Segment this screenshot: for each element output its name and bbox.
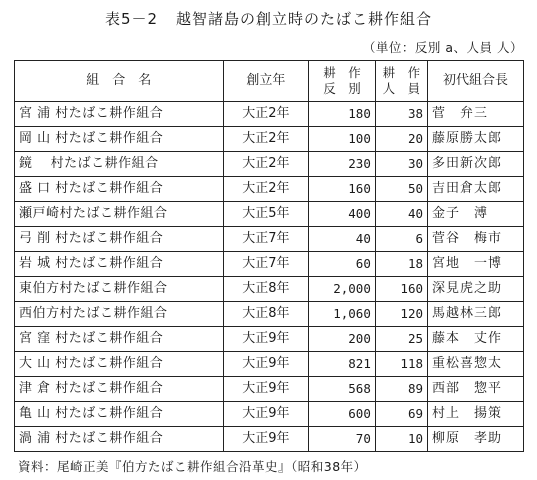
cell-year: 大正2年 (223, 102, 309, 127)
table-title (0, 8, 537, 29)
cell-name: 西伯方村たばこ耕作組合 (15, 302, 224, 327)
cell-area: 1,060 (309, 302, 376, 327)
cell-year: 大正2年 (223, 127, 309, 152)
cell-year: 大正2年 (223, 177, 309, 202)
cell-name: 盛 口 村たばこ耕作組合 (15, 177, 224, 202)
cell-head: 深見虎之助 (428, 277, 524, 302)
cell-name: 弓 削 村たばこ耕作組合 (15, 227, 224, 252)
cell-area: 230 (309, 152, 376, 177)
cell-area: 400 (309, 202, 376, 227)
cell-area: 600 (309, 402, 376, 427)
cell-area: 180 (309, 102, 376, 127)
header-name: 組 合 名 (15, 61, 224, 102)
cell-farmers: 40 (375, 202, 427, 227)
cell-name: 鏡 村たばこ耕作組合 (15, 152, 224, 177)
cell-head: 菅 弁三 (428, 102, 524, 127)
cell-name: 岩 城 村たばこ耕作組合 (15, 252, 224, 277)
cell-name: 宮 窪 村たばこ耕作組合 (15, 327, 224, 352)
cell-area: 200 (309, 327, 376, 352)
cell-farmers: 10 (375, 427, 427, 452)
header-farmers (375, 61, 427, 102)
cell-year: 大正5年 (223, 202, 309, 227)
cell-name: 瀬戸崎村たばこ耕作組合 (15, 202, 224, 227)
cell-head: 重松喜惣太 (428, 352, 524, 377)
cell-name: 東伯方村たばこ耕作組合 (15, 277, 224, 302)
cell-farmers: 6 (375, 227, 427, 252)
table-row (15, 202, 524, 227)
cell-area: 100 (309, 127, 376, 152)
table-row (15, 327, 524, 352)
header-row (15, 61, 524, 102)
cell-farmers: 89 (375, 377, 427, 402)
table-row (15, 277, 524, 302)
cell-head: 西部 惣平 (428, 377, 524, 402)
cell-head: 吉田倉太郎 (428, 177, 524, 202)
cell-year: 大正9年 (223, 327, 309, 352)
header-head: 初代組合長 (428, 61, 524, 102)
cell-area: 2,000 (309, 277, 376, 302)
table-row (15, 427, 524, 452)
table-row (15, 177, 524, 202)
cell-farmers: 120 (375, 302, 427, 327)
cell-area: 821 (309, 352, 376, 377)
header-area-bottom: 反 別 (323, 80, 361, 96)
cell-year: 大正7年 (223, 252, 309, 277)
table-row (15, 102, 524, 127)
table-row (15, 252, 524, 277)
table-number: 表5－2 (104, 10, 159, 28)
header-area-top: 耕 作 (323, 64, 361, 80)
cell-farmers: 30 (375, 152, 427, 177)
cell-name: 岡 山 村たばこ耕作組合 (15, 127, 224, 152)
cell-area: 60 (309, 252, 376, 277)
cell-head: 村上 揚策 (428, 402, 524, 427)
cell-area: 160 (309, 177, 376, 202)
cell-year: 大正2年 (223, 152, 309, 177)
cell-head: 金子 溥 (428, 202, 524, 227)
cell-year: 大正8年 (223, 302, 309, 327)
cell-head: 多田新次郎 (428, 152, 524, 177)
cell-name: 大 山 村たばこ耕作組合 (15, 352, 224, 377)
cooperatives-table (14, 60, 524, 452)
cell-farmers: 160 (375, 277, 427, 302)
cell-farmers: 69 (375, 402, 427, 427)
cell-year: 大正9年 (223, 377, 309, 402)
table-row (15, 352, 524, 377)
table-row (15, 127, 524, 152)
cell-year: 大正9年 (223, 352, 309, 377)
cell-head: 菅谷 梅市 (428, 227, 524, 252)
table-body (15, 102, 524, 452)
cell-head: 藤本 丈作 (428, 327, 524, 352)
table-title-text: 越智諸島の創立時のたばこ耕作組合 (176, 10, 433, 28)
cell-farmers: 25 (375, 327, 427, 352)
cell-name: 渦 浦 村たばこ耕作組合 (15, 427, 224, 452)
cell-area: 70 (309, 427, 376, 452)
cell-head: 宮地 一博 (428, 252, 524, 277)
table-row (15, 377, 524, 402)
cell-name: 津 倉 村たばこ耕作組合 (15, 377, 224, 402)
cell-head: 柳原 孝助 (428, 427, 524, 452)
header-area (309, 61, 376, 102)
cell-name: 宮 浦 村たばこ耕作組合 (15, 102, 224, 127)
table-row (15, 152, 524, 177)
cell-area: 40 (309, 227, 376, 252)
header-year: 創立年 (223, 61, 309, 102)
header-farmers-top: 耕 作 (382, 64, 421, 80)
cell-area: 568 (309, 377, 376, 402)
header-farmers-bottom: 人 員 (382, 80, 421, 96)
cell-head: 馬越林三郎 (428, 302, 524, 327)
cell-year: 大正7年 (223, 227, 309, 252)
table-row (15, 302, 524, 327)
source-note: 資料：尾崎正美『伯方たばこ耕作組合沿革史』（昭和38年） (18, 459, 367, 474)
cell-farmers: 50 (375, 177, 427, 202)
cell-farmers: 18 (375, 252, 427, 277)
cell-farmers: 20 (375, 127, 427, 152)
cell-head: 藤原勝太郎 (428, 127, 524, 152)
table-row (15, 227, 524, 252)
table-header (15, 61, 524, 102)
cell-year: 大正8年 (223, 277, 309, 302)
cell-farmers: 38 (375, 102, 427, 127)
cell-farmers: 118 (375, 352, 427, 377)
cell-year: 大正9年 (223, 427, 309, 452)
cell-name: 亀 山 村たばこ耕作組合 (15, 402, 224, 427)
cell-year: 大正9年 (223, 402, 309, 427)
table-row (15, 402, 524, 427)
units-note: （単位：反別 a、人員 人） (362, 40, 523, 55)
